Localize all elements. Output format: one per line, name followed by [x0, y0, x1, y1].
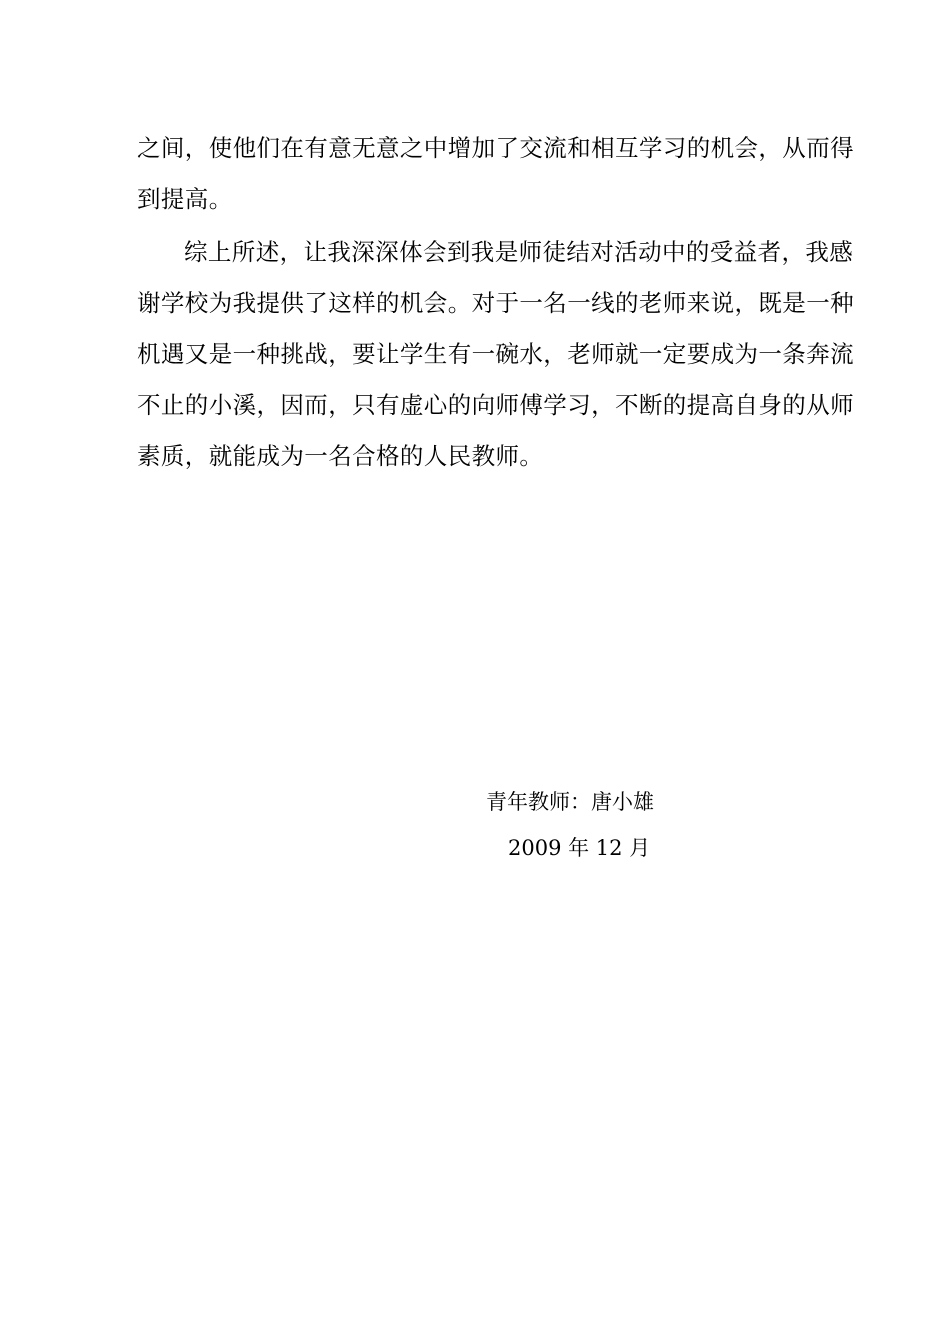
paragraph-line: 素质，就能成为一名合格的人民教师。 [137, 442, 544, 470]
paragraph-2 [137, 227, 854, 482]
body-text [137, 123, 854, 482]
signature-date: 2009 年 12 月 [508, 836, 651, 860]
paragraph-1 [137, 123, 854, 225]
paragraph-line: 机遇又是一种挑战，要让学生有一碗水，老师就一定要成为一条奔流 [137, 340, 854, 368]
paragraph-line: 谢学校为我提供了这样的机会。对于一名一线的老师来说，既是一种 [137, 289, 854, 317]
paragraph-line: 综上所述，让我深深体会到我是师徒结对活动中的受益者，我感 [184, 238, 854, 266]
paragraph-line: 之间，使他们在有意无意之中增加了交流和相互学习的机会，从而得 [137, 134, 854, 162]
paragraph-line: 到提高。 [137, 185, 233, 213]
paragraph-line: 不止的小溪，因而，只有虚心的向师傅学习，不断的提高自身的从师 [137, 391, 854, 419]
signature-author: 青年教师：唐小雄 [486, 790, 654, 814]
